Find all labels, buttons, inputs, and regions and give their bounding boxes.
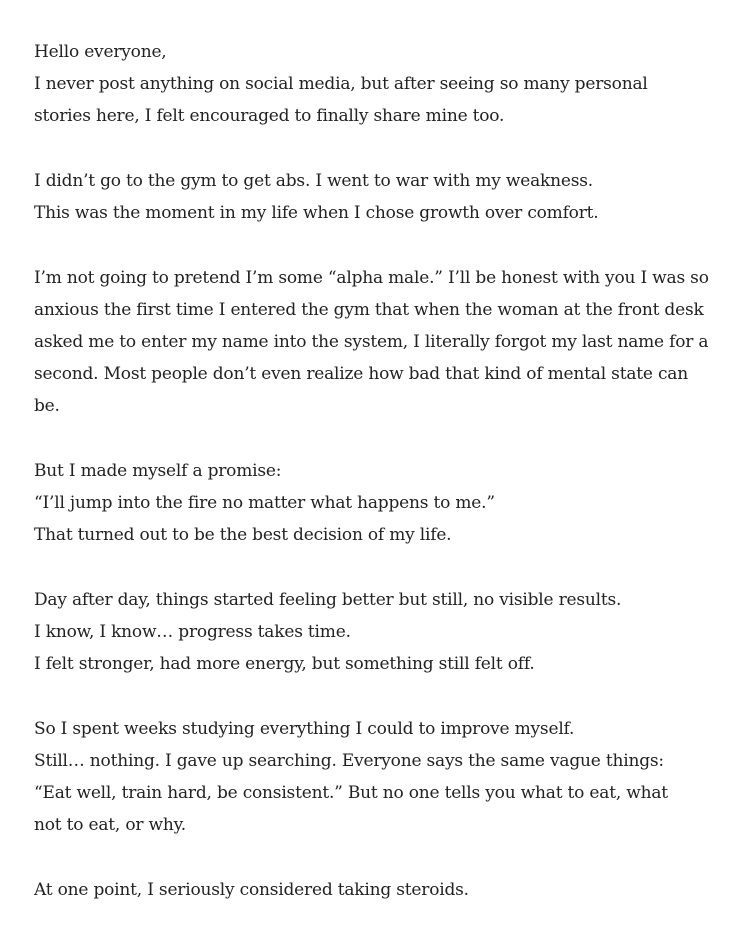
text-line: This was the moment in my life when I chose growth over comfort. [34,203,599,223]
paragraph-anxiety [34,262,734,422]
text-line: But I made myself a promise: [34,461,282,481]
text-line: “I’ll jump into the fire no matter what happens to me.” [34,493,495,513]
text-line: I never post anything on social media, but after seeing so many personal stories here, I felt encouraged to finally share mine too. [34,74,648,126]
text-line: Hello everyone, [34,42,167,62]
paragraph-promise [34,455,734,551]
paragraph-motivation [34,165,734,229]
post-body [34,36,734,939]
text-line: I felt stronger, had more energy, but something still felt off. [34,654,535,674]
text-line: So I spent weeks studying everything I could to improve myself. [34,719,575,739]
paragraph-research [34,713,734,841]
paragraph-steroids [34,874,734,906]
text-line: That turned out to be the best decision of my life. [34,525,452,545]
paragraph-progress [34,584,734,680]
text-line: At one point, I seriously considered taking steroids. [34,880,469,900]
text-line: I didn’t go to the gym to get abs. I went to war with my weakness. [34,171,593,191]
text-line: Day after day, things started feeling better but still, no visible results. [34,590,622,610]
text-line: Still… nothing. I gave up searching. Everyone says the same vague things: “Eat well, train hard, be consistent.” But no one tells you what to eat, what not to eat, or why. [34,751,668,835]
text-line: I’m not going to pretend I’m some “alpha male.” I’ll be honest with you I was so anxious the first time I entered the gym that when the woman at the front desk asked me to enter my name into the system, I literally forgot my last name for a second. Most people don’t even realize how bad that kind of mental state can be. [34,268,709,416]
text-line: I know, I know… progress takes time. [34,622,351,642]
paragraph-greeting [34,36,734,132]
